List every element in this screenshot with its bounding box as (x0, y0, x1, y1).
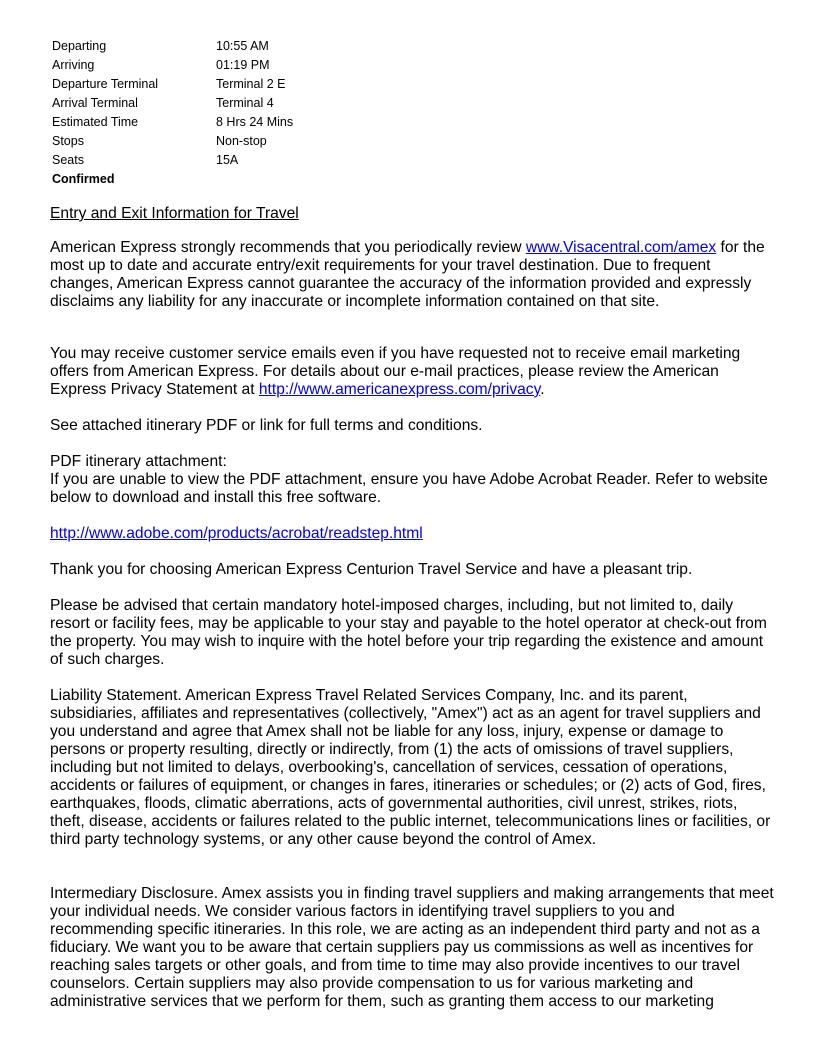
email-notice-text-before: You may receive customer service emails even if you have requested not to receive email marketing offers from American Express. For details about our e-mail practices, please review the American Express Privacy Statement at (50, 345, 741, 398)
entry-exit-section (50, 239, 775, 311)
entry-exit-text-before: American Express strongly recommends that you periodically review (50, 239, 526, 256)
thank-you-section (50, 561, 775, 579)
pdf-attachment-text: If you are unable to view the PDF attachment, ensure you have Adobe Acrobat Reader. Refer to website below to download and install this free software. (50, 471, 768, 506)
flight-row-seats (52, 151, 376, 170)
flight-value: 01:19 PM (216, 58, 270, 72)
visacentral-link[interactable]: www.Visacentral.com/amex (525, 239, 717, 256)
flight-value: Terminal 2 E (216, 77, 286, 91)
flight-label: Stops (52, 134, 84, 148)
flight-value: 15A (216, 153, 239, 167)
pdf-attachment-section (50, 453, 775, 507)
adobe-reader-link[interactable]: http://www.adobe.com/products/acrobat/readstep.html (50, 525, 423, 542)
flight-label: Arriving (52, 58, 95, 72)
flight-row-arriving (52, 56, 376, 75)
flight-row-stops (52, 132, 376, 151)
entry-exit-text-after: for the most up to date and accurate entry/exit requirements for your travel destination. Due to frequent changes, American Express cannot guarantee the accuracy of the information provided and expressly disclaims any liability for any inaccurate or incomplete information contained on that site. (50, 239, 765, 310)
flight-row-status (52, 170, 376, 189)
flight-row-estimated-time (52, 113, 376, 132)
flight-value: Non-stop (216, 134, 267, 148)
hotel-charges-paragraph: Please be advised that certain mandatory hotel-imposed charges, including, but not limited to, daily resort or facility fees, may be applicable to your stay and payable to the hotel operator at check-out from the property. You may wish to inquire with the hotel before your trip regarding the existence and amount of such charges. (50, 597, 767, 668)
flight-value: 10:55 AM (216, 39, 269, 53)
flight-label: Seats (52, 153, 84, 167)
flight-value: 8 Hrs 24 Mins (216, 115, 294, 129)
entry-exit-heading: Entry and Exit Information for Travel (50, 205, 299, 222)
privacy-link[interactable]: http://www.americanexpress.com/privacy (258, 381, 541, 398)
flight-row-departing (52, 37, 376, 56)
flight-label: Departing (52, 39, 107, 53)
flight-row-departure-terminal (52, 75, 376, 94)
flight-label: Estimated Time (52, 115, 139, 129)
terms-notice: See attached itinerary PDF or link for full terms and conditions. (50, 417, 483, 434)
flight-label: Arrival Terminal (52, 96, 138, 110)
entry-exit-paragraph (50, 239, 775, 311)
flight-label: Departure Terminal (52, 77, 159, 91)
liability-statement-paragraph: Liability Statement. American Express Travel Related Services Company, Inc. and its parent, subsidiaries, affiliates and representatives (collectively, "Amex") act as an agent for travel suppliers and you understand and agree that Amex shall not be liable for any loss, injury, expense or damage to persons or property resulting, directly or indirectly, from (1) the acts of omissions of travel suppliers, including but not limited to delays, overbooking's, cancellation of services, cessation of operations, accidents or failures of equipment, or changes in fares, itineraries or schedules; or (2) acts of God, fires, earthquakes, floods, climatic aberrations, acts of governmental authorities, civil unrest, strikes, riots, theft, disease, accidents or failures related to the public internet, telecommunications lines or facilities, or third party technology systems, or any other cause beyond the control of Amex. (50, 687, 771, 848)
terms-notice-section (50, 417, 775, 435)
intermediary-disclosure-section (50, 885, 775, 1011)
flight-value: Terminal 4 (216, 96, 274, 110)
email-notice-text-after: . (540, 381, 545, 398)
status-confirmed: Confirmed (52, 172, 115, 186)
liability-statement-section (50, 687, 775, 849)
intermediary-disclosure-paragraph: Intermediary Disclosure. Amex assists you in finding travel suppliers and making arrangements that meet your individual needs. We consider various factors in identifying travel suppliers to you and recommending specific itineraries. In this role, we are acting as an independent third party and not as a fiduciary. We want you to be aware that certain suppliers pay us commissions as well as incentives for reaching sales targets or other goals, and from time to time may also provide incentives to our travel counselors. Certain suppliers may also provide compensation to us for various marketing and administrative services that we perform for them, such as granting them access to our marketing (50, 885, 774, 1010)
email-notice-paragraph (50, 345, 775, 399)
flight-details-table (52, 37, 376, 189)
adobe-link-section (50, 525, 775, 543)
hotel-charges-section (50, 597, 775, 669)
thank-you-message: Thank you for choosing American Express Centurion Travel Service and have a pleasant trip. (50, 561, 693, 578)
email-notice-section (50, 345, 775, 399)
pdf-attachment-title: PDF itinerary attachment: (50, 453, 227, 470)
entry-exit-heading-block (50, 205, 775, 223)
flight-row-arrival-terminal (52, 94, 376, 113)
